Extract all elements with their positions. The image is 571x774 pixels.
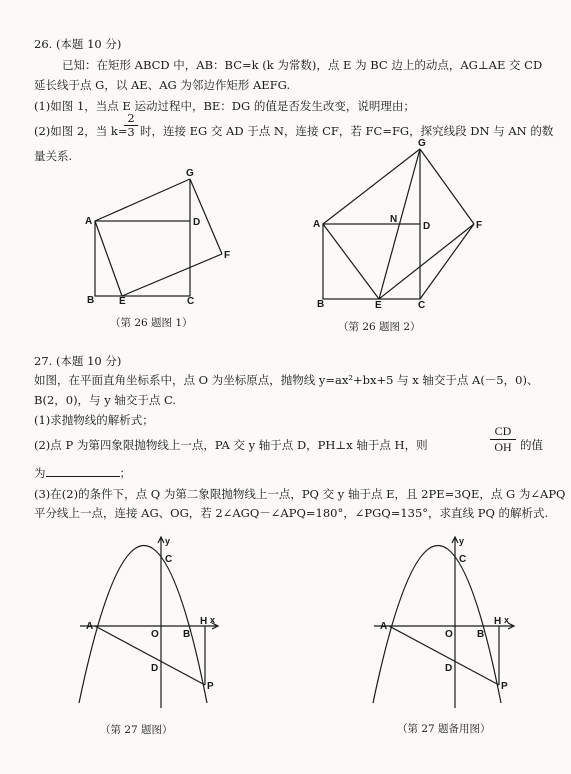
fig26a-label-A: A <box>85 216 93 227</box>
q26-fig1-caption: （第 26 题图 1） <box>110 317 193 329</box>
fig27b-label-H: H <box>494 616 502 627</box>
q27-part1: (1)求抛物线的解析式； <box>34 413 154 427</box>
fig26a-label-G: G <box>186 168 194 179</box>
fig26b-label-F: F <box>476 220 483 231</box>
q26-part1: (1)如图 1，当点 E 运动过程中，BE：DG 的值是否发生改变，说明理由； <box>34 99 415 113</box>
fig27a-label-C: C <box>165 554 173 565</box>
fig27b-label-O: O <box>445 629 453 640</box>
fig26b-label-G: G <box>418 138 426 149</box>
fig26a-label-B: B <box>87 295 95 306</box>
fig26b-label-C: C <box>418 300 426 311</box>
fig27b-label-P: P <box>501 681 508 692</box>
fig26b-label-A: A <box>313 219 321 230</box>
fig27b-label-y: y <box>459 536 465 546</box>
fig26b-label-B: B <box>317 299 325 310</box>
fig27b-label-D: D <box>445 663 453 674</box>
fig26b-label-D: D <box>423 221 431 232</box>
q26-k-numerator: 2 <box>124 112 138 126</box>
q27-part3-line2: 平分线上一点，连接 AG、OG，若 2∠AGQ－∠APQ=180°，∠PGQ=135°，求直线 PQ 的解析式. <box>34 506 549 520</box>
q27-part2-prefix: 为 <box>34 466 46 480</box>
q27-header: 27. (本题 10 分) <box>34 354 122 368</box>
fig27a-label-H: H <box>200 616 208 627</box>
fig26b-label-N: N <box>390 214 398 225</box>
q27-part2-tail: 的值 <box>520 438 543 452</box>
q27-part2-suffix: ； <box>119 466 131 480</box>
q27-fraction-numerator: CD <box>490 424 516 440</box>
fig26a-label-F: F <box>224 250 231 261</box>
fig27a-label-O: O <box>151 629 159 640</box>
fig27a-label-A: A <box>86 621 94 632</box>
fig27a-label-B: B <box>183 629 191 640</box>
q26-part2-after: 时，连接 EG 交 AD 于点 N，连接 CF，若 FC=FG，探究线段 DN 与 AN 的数 <box>140 124 554 138</box>
q27-stem-line2: B(2，0)，与 y 轴交于点 C. <box>34 393 177 407</box>
fig27b-label-B: B <box>477 629 485 640</box>
q26-part2-before: (2)如图 2，当 k= <box>34 124 128 138</box>
fig27a-label-P: P <box>207 681 214 692</box>
fig27a-label-y: y <box>165 536 171 546</box>
fig27a-label-D: D <box>151 663 159 674</box>
q26-stem-line1: 已知：在矩形 ABCD 中，AB：BC=k (k 为常数)，点 E 为 BC 边上的动点，AG⊥AE 交 CD <box>62 58 543 72</box>
fig26a-label-E: E <box>119 296 126 307</box>
q26-fig2-caption: （第 26 题图 2） <box>338 321 421 333</box>
q27-stem-line1: 如图，在平面直角坐标系中，点 O 为坐标原点，抛物线 y=ax²+bx+5 与 x 轴交于点 A(－5，0)、 <box>34 373 539 387</box>
q26-k-denominator: 3 <box>127 125 135 139</box>
fig27b-label-x: x <box>504 615 510 625</box>
q27-fig1-caption: （第 27 题图） <box>100 724 173 736</box>
q27-part3-line1: (3)在(2)的条件下，点 Q 为第二象限抛物线上一点，PQ 交 y 轴于点 E，且 2PE=3QE，点 G 为∠APQ <box>34 487 566 501</box>
q27-part2-text: (2)点 P 为第四象限抛物线上一点，PA 交 y 轴于点 D，PH⊥x 轴于点 H，则 <box>34 438 428 452</box>
fig26a-label-D: D <box>193 217 201 228</box>
q27-fraction-denominator: OH <box>494 440 512 454</box>
q27-fig2-caption: （第 27 题备用图） <box>397 723 491 735</box>
fig27b-label-C: C <box>459 554 467 565</box>
q26-stem-line2: 延长线于点 G，以 AE、AG 为邻边作矩形 AEFG. <box>34 78 291 92</box>
fig26b-label-E: E <box>375 300 382 311</box>
fig27a-label-x: x <box>210 615 216 625</box>
fig26a-label-C: C <box>187 296 195 307</box>
q26-part2-line2: 量关系. <box>34 149 73 163</box>
fig27b-label-A: A <box>380 621 388 632</box>
q26-header: 26. (本题 10 分) <box>34 37 122 51</box>
